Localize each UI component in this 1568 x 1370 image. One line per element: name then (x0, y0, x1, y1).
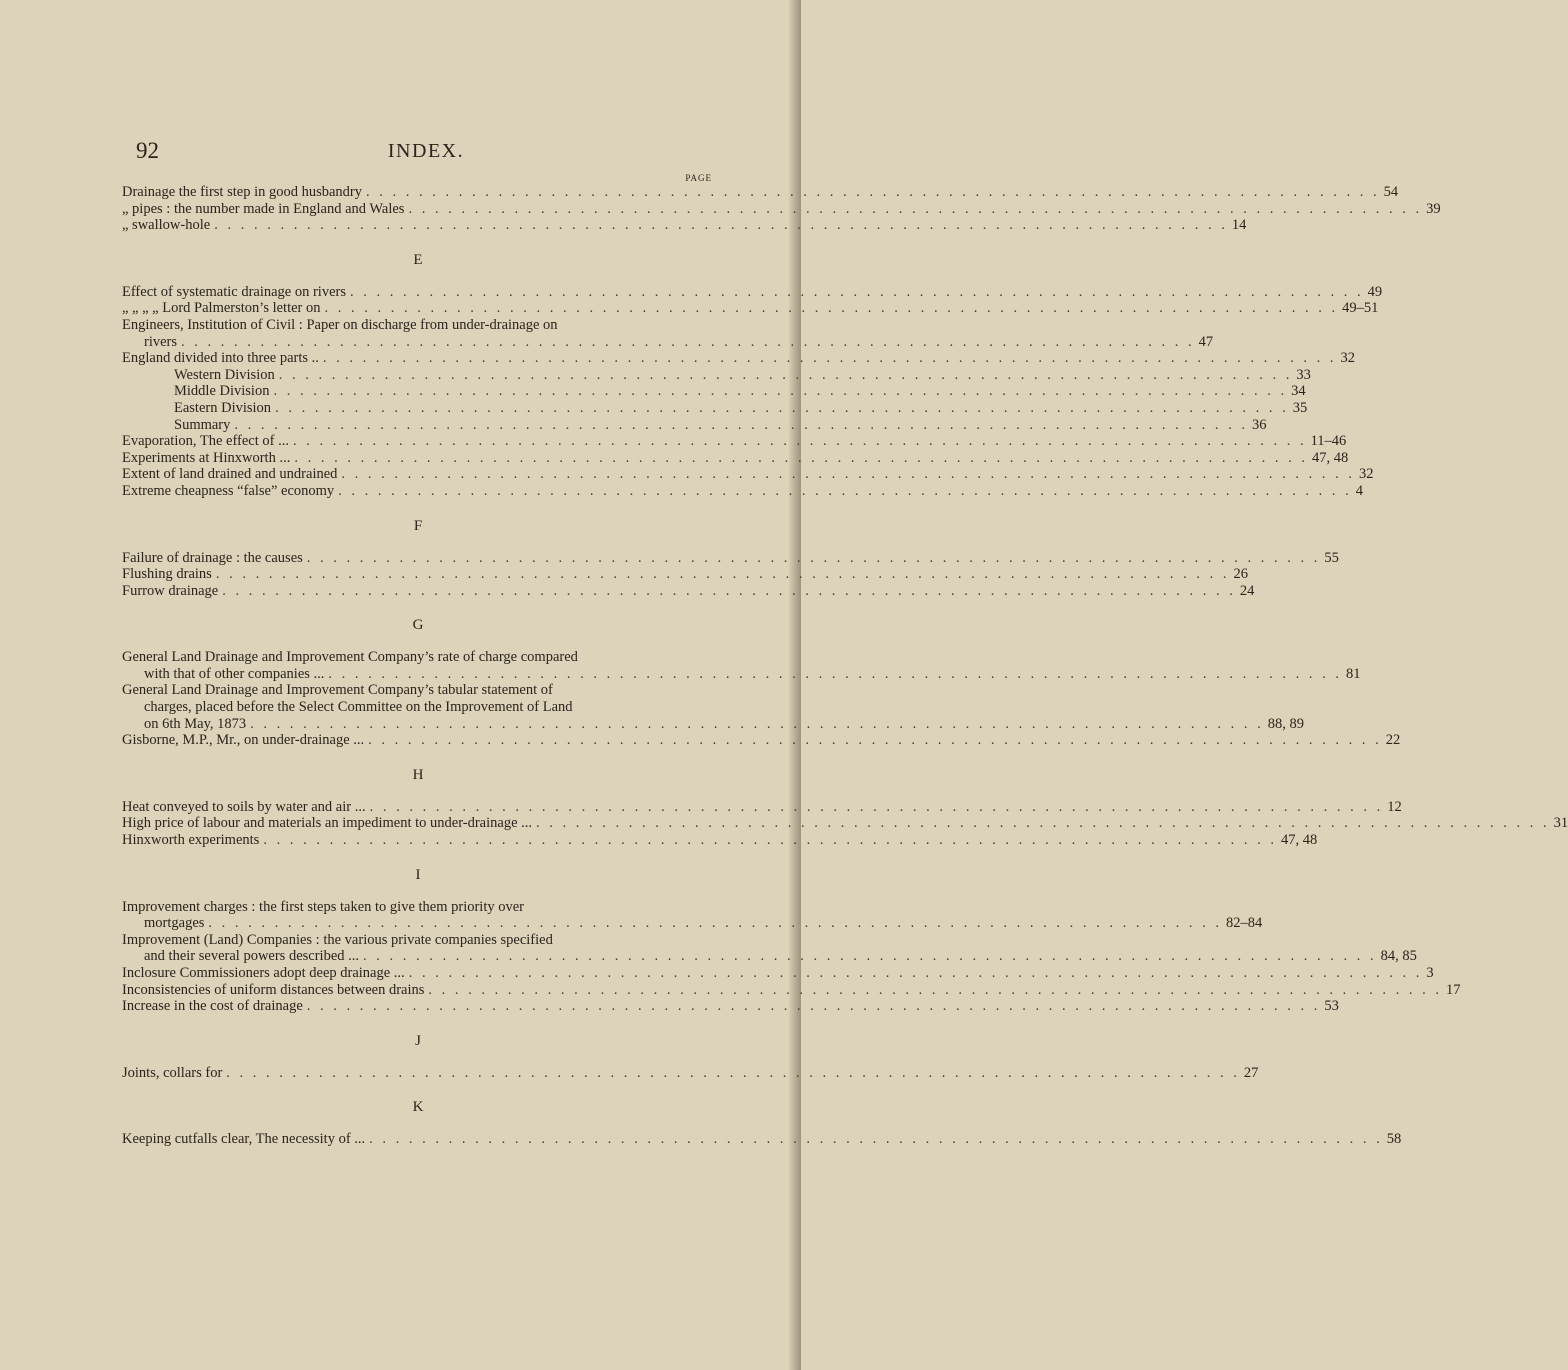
entry-text: with that of other companies ... (144, 665, 325, 682)
entry-page-number: 55 (1324, 549, 1339, 566)
page-header (136, 138, 716, 168)
entry-page-number: 47, 48 (1311, 449, 1349, 466)
dot-leader: . . . . . . . . . . . . . . . . . . . . . . . . . . . . . . . . . . . . . . . . . . . . . . . . . . . . . . . . . . . . . . . . . . . . . . . . . . . . . (273, 383, 1288, 400)
index-entry (122, 815, 1568, 832)
dot-leader: . . . . . . . . . . . . . . . . . . . . . . . . . . . . . . . . . . . . . . . . . . . . . . . . . . . . . . . . . . . . . . . . . . . . . . . . . . . . . (226, 1064, 1240, 1081)
dot-leader: . . . . . . . . . . . . . . . . . . . . . . . . . . . . . . . . . . . . . . . . . . . . . . . . . . . . . . . . . . . . . . . . . . . . . . . . . . . . . (214, 217, 1228, 234)
entry-page-number: 47, 48 (1280, 832, 1318, 849)
index-entry (122, 350, 1356, 367)
entry-page-number: 49–51 (1342, 300, 1379, 317)
index-entry (122, 333, 1214, 351)
index-section (122, 1032, 1259, 1082)
entry-page-number: 26 (1233, 566, 1248, 583)
entry-page-number: 36 (1252, 416, 1267, 433)
entry-page-number: 49 (1367, 283, 1383, 300)
index-entry (122, 466, 1374, 483)
entry-page-number: 88, 89 (1267, 715, 1305, 732)
entry-page-number: 53 (1324, 998, 1339, 1015)
entry-text: Effect of systematic drainage on rivers (122, 283, 346, 300)
entry-page-number: 82–84 (1226, 915, 1263, 932)
entry-text: charges, placed before the Select Committee on the Improvement of Land (144, 699, 573, 716)
index-entry (122, 649, 714, 666)
entry-text: mortgages (144, 915, 205, 932)
index-entry (122, 1064, 1259, 1082)
entry-page-number: 84, 85 (1380, 948, 1417, 965)
index-entry (122, 549, 1339, 567)
index-entry (122, 283, 1383, 301)
entry-text: Increase in the cost of drainage (122, 998, 303, 1015)
index-entry (122, 1131, 1402, 1148)
index-entry (122, 366, 1311, 384)
entry-text: Furrow drainage (122, 582, 219, 599)
entry-text: Eastern Division (174, 399, 272, 416)
dot-leader: . . . . . . . . . . . . . . . . . . . . . . . . . . . . . . . . . . . . . . . . . . . . . . . . . . . . . . . . . . . . . . . . . . . . . . . . . . . . . (350, 283, 1364, 300)
entry-text: High price of labour and materials an impediment to under-drainage ... (122, 815, 533, 832)
page-column-label: PAGE (685, 173, 712, 183)
index-section (122, 616, 1401, 749)
entry-text: Heat conveyed to soils by water and air ... (122, 798, 366, 815)
running-title: INDEX. (387, 140, 465, 162)
entry-text: „ „ „ „ Lord Palmerston’s letter on (122, 300, 321, 317)
index-entry (122, 433, 1347, 450)
section-letter: F (413, 517, 423, 534)
entry-text: on 6th May, 1873 (144, 715, 247, 732)
entry-page-number: 12 (1387, 798, 1402, 815)
entry-text: Improvement charges : the first steps taken to give them priority over (122, 898, 524, 915)
entry-page-number: 11–46 (1310, 433, 1347, 450)
page-number: 92 (136, 138, 159, 163)
index-entry (122, 582, 1255, 600)
index-section (122, 517, 1339, 600)
entry-page-number: 33 (1296, 366, 1311, 383)
index-entry (122, 300, 1379, 317)
section-letter: I (415, 866, 421, 883)
dot-leader: . . . . . . . . . . . . . . . . . . . . . . . . . . . . . . . . . . . . . . . . . . . . . . . . . . . . . . . . . . . . . . . . . . . . . . . . . . . . . (369, 798, 1384, 815)
index-entry (122, 566, 1248, 583)
dot-leader: . . . . . . . . . . . . . . . . . . . . . . . . . . . . . . . . . . . . . . . . . . . . . . . . . . . . . . . . . . . . . . . . . . . . . . . . . . . . . (292, 433, 1307, 450)
index-entry (122, 948, 1417, 965)
dot-leader: . . . . . . . . . . . . . . . . . . . . . . . . . . . . . . . . . . . . . . . . . . . . . . . . . . . . . . . . . . . . . . . . . . . . . . . . . . . . . (306, 998, 1321, 1015)
index-content (122, 172, 1568, 1148)
dot-leader: . . . . . . . . . . . . . . . . . . . . . . . . . . . . . . . . . . . . . . . . . . . . . . . . . . . . . . . . . . . . . . . . . . . . . . . . . . . . . (322, 350, 1337, 367)
dot-leader: . . . . . . . . . . . . . . . . . . . . . . . . . . . . . . . . . . . . . . . . . . . . . . . . . . . . . . . . . . . . . . . . . . . . . . . . . . . . . (341, 466, 1356, 483)
index-entry (122, 200, 1441, 218)
entry-page-number: 17 (1446, 981, 1461, 998)
entry-text: General Land Drainage and Improvement Company’s rate of charge compared (122, 649, 578, 666)
entry-text: rivers (144, 333, 178, 350)
entry-page-number: 14 (1231, 217, 1247, 234)
entry-page-number: 34 (1291, 383, 1306, 400)
entry-text: Summary (174, 416, 231, 433)
dot-leader: . . . . . . . . . . . . . . . . . . . . . . . . . . . . . . . . . . . . . . . . . . . . . . . . . . . . . . . . . . . . . . . . . . . . . . . . . . . . . (278, 366, 1293, 383)
index-entry (122, 981, 1461, 999)
entry-text: Inclosure Commissioners adopt deep drainage ... (122, 965, 405, 981)
index-entry (122, 732, 1401, 749)
entry-page-number: 27 (1243, 1064, 1259, 1081)
entry-text: Western Division (174, 366, 275, 383)
entry-page-number: 31 (1553, 815, 1568, 832)
index-entry (122, 932, 714, 949)
entry-text: Failure of drainage : the causes (122, 549, 303, 566)
dot-leader: . . . . . . . . . . . . . . . . . . . . . . . . . . . . . . . . . . . . . . . . . . . . . . . . . . . . . . . . . . . . . . . . . . . . . . . . . . . . . (208, 915, 1223, 932)
entry-text: Gisborne, M.P., Mr., on under-drainage ... (122, 732, 365, 749)
entry-page-number: 58 (1386, 1131, 1402, 1148)
dot-leader: . . . . . . . . . . . . . . . . . . . . . . . . . . . . . . . . . . . . . . . . . . . . . . . . . . . . . . . . . . . . . . . . . . . . . . . . . . . . . (215, 566, 1230, 583)
index-entry (122, 416, 1267, 434)
index-section (122, 184, 1441, 234)
dot-leader: . . . . . . . . . . . . . . . . . . . . . . . . . . . . . . . . . . . . . . . . . . . . . . . . . . . . . . . . . . . . . . . . . . . . . . . . . . . . . (363, 948, 1377, 965)
index-section (122, 866, 1461, 1015)
entry-text: England divided into three parts .. (122, 350, 319, 367)
index-entry (122, 449, 1349, 467)
index-section (122, 1098, 1402, 1148)
entry-page-number: 4 (1355, 482, 1364, 499)
dot-leader: . . . . . . . . . . . . . . . . . . . . . . . . . . . . . . . . . . . . . . . . . . . . . . . . . . . . . . . . . . . . . . . . . . . . . . . . . . . . . (250, 715, 1264, 732)
section-letter: G (412, 617, 424, 634)
index-entry (122, 217, 1247, 234)
entry-text: „ swallow-hole (122, 217, 211, 234)
index-entry (122, 832, 1318, 849)
entry-page-number: 3 (1426, 965, 1434, 981)
dot-leader: . . . . . . . . . . . . . . . . . . . . . . . . . . . . . . . . . . . . . . . . . . . . . . . . . . . . . . . . . . . . . . . . . . . . . . . . . . . . . (275, 399, 1289, 416)
entry-page-number: 32 (1359, 466, 1374, 483)
entry-text: Evaporation, The effect of ... (122, 433, 289, 450)
entry-text: Experiments at Hinxworth ... (122, 449, 291, 466)
entry-text: and their several powers described ... (144, 948, 360, 965)
entry-text: Hinxworth experiments (122, 832, 260, 849)
entry-text: Inconsistencies of uniform distances between drains (122, 981, 425, 998)
entry-page-number: 47 (1198, 333, 1214, 350)
dot-leader: . . . . . . . . . . . . . . . . . . . . . . . . . . . . . . . . . . . . . . . . . . . . . . . . . . . . . . . . . . . . . . . . . . . . . . . . . . . . . (306, 549, 1321, 566)
entry-text: Flushing drains (122, 566, 212, 583)
entry-text: Middle Division (174, 383, 270, 400)
entry-text: General Land Drainage and Improvement Company’s tabular statement of (122, 682, 553, 699)
dot-leader: . . . . . . . . . . . . . . . . . . . . . . . . . . . . . . . . . . . . . . . . . . . . . . . . . . . . . . . . . . . . . . . . . . . . . . . . . . . . . (428, 981, 1443, 998)
index-entry (122, 715, 1305, 733)
index-entry (122, 399, 1308, 417)
dot-leader: . . . . . . . . . . . . . . . . . . . . . . . . . . . . . . . . . . . . . . . . . . . . . . . . . . . . . . . . . . . . . . . . . . . . . . . . . . . . . (324, 300, 1339, 317)
index-section (122, 251, 1383, 500)
section-letter: E (413, 251, 423, 268)
entry-page-number: 32 (1340, 350, 1356, 367)
entry-text: Engineers, Institution of Civil : Paper on discharge from under-drainage on (122, 316, 558, 333)
entry-page-number: 54 (1383, 184, 1399, 200)
section-letter: J (415, 1032, 421, 1049)
entry-text: Drainage the first step in good husbandry (122, 184, 363, 200)
dot-leader: . . . . . . . . . . . . . . . . . . . . . . . . . . . . . . . . . . . . . . . . . . . . . . . . . . . . . . . . . . . . . . . . . . . . . . . . . . . . . (536, 815, 1550, 832)
entry-text: Improvement (Land) Companies : the various private companies specified (122, 931, 553, 948)
section-letter: K (412, 1099, 424, 1116)
index-section (122, 766, 1568, 849)
entry-page-number: 35 (1292, 399, 1308, 416)
entry-page-number: 22 (1385, 732, 1401, 749)
dot-leader: . . . . . . . . . . . . . . . . . . . . . . . . . . . . . . . . . . . . . . . . . . . . . . . . . . . . . . . . . . . . . . . . . . . . . . . . . . . . . (408, 965, 1423, 981)
dot-leader: . . . . . . . . . . . . . . . . . . . . . . . . . . . . . . . . . . . . . . . . . . . . . . . . . . . . . . . . . . . . . . . . . . . . . . . . . . . . . (294, 449, 1308, 466)
index-entry (122, 665, 1361, 683)
index-entry (122, 699, 714, 716)
section-letter: H (412, 766, 424, 783)
entry-page-number: 39 (1426, 200, 1441, 217)
entry-text: „ pipes : the number made in England and Wales (122, 200, 405, 217)
dot-leader: . . . . . . . . . . . . . . . . . . . . . . . . . . . . . . . . . . . . . . . . . . . . . . . . . . . . . . . . . . . . . . . . . . . . . . . . . . . . . (328, 665, 1343, 682)
index-entry (122, 482, 1364, 500)
index-entry (122, 682, 714, 699)
entry-text: Extreme cheapness “false” economy (122, 482, 335, 499)
dot-leader: . . . . . . . . . . . . . . . . . . . . . . . . . . . . . . . . . . . . . . . . . . . . . . . . . . . . . . . . . . . . . . . . . . . . . . . . . . . . . (368, 732, 1382, 749)
index-entry (122, 798, 1402, 816)
dot-leader: . . . . . . . . . . . . . . . . . . . . . . . . . . . . . . . . . . . . . . . . . . . . . . . . . . . . . . . . . . . . . . . . . . . . . . . . . . . . . (263, 832, 1277, 849)
entry-text: Joints, collars for (122, 1064, 223, 1081)
entry-page-number: 81 (1346, 665, 1361, 682)
index-entry (122, 317, 714, 334)
entry-page-number: 24 (1239, 582, 1255, 599)
dot-leader: . . . . . . . . . . . . . . . . . . . . . . . . . . . . . . . . . . . . . . . . . . . . . . . . . . . . . . . . . . . . . . . . . . . . . . . . . . . . . (234, 416, 1249, 433)
dot-leader: . . . . . . . . . . . . . . . . . . . . . . . . . . . . . . . . . . . . . . . . . . . . . . . . . . . . . . . . . . . . . . . . . . . . . . . . . . . . . (408, 200, 1423, 217)
entry-text: Keeping cutfalls clear, The necessity of ... (122, 1131, 366, 1148)
dot-leader: . . . . . . . . . . . . . . . . . . . . . . . . . . . . . . . . . . . . . . . . . . . . . . . . . . . . . . . . . . . . . . . . . . . . . . . . . . . . . (222, 582, 1236, 599)
index-entry (122, 383, 1306, 400)
index-entry (122, 899, 714, 916)
index-entry (122, 915, 1263, 932)
index-entry (122, 965, 1434, 982)
dot-leader: . . . . . . . . . . . . . . . . . . . . . . . . . . . . . . . . . . . . . . . . . . . . . . . . . . . . . . . . . . . . . . . . . . . . . . . . . . . . . (181, 333, 1195, 350)
dot-leader: . . . . . . . . . . . . . . . . . . . . . . . . . . . . . . . . . . . . . . . . . . . . . . . . . . . . . . . . . . . . . . . . . . . . . . . . . . . . . (366, 184, 1380, 200)
entry-text: Extent of land drained and undrained (122, 466, 338, 483)
dot-leader: . . . . . . . . . . . . . . . . . . . . . . . . . . . . . . . . . . . . . . . . . . . . . . . . . . . . . . . . . . . . . . . . . . . . . . . . . . . . . (369, 1131, 1383, 1148)
index-entry (122, 184, 1399, 201)
dot-leader: . . . . . . . . . . . . . . . . . . . . . . . . . . . . . . . . . . . . . . . . . . . . . . . . . . . . . . . . . . . . . . . . . . . . . . . . . . . . . (338, 482, 1352, 499)
index-entry (122, 998, 1339, 1015)
